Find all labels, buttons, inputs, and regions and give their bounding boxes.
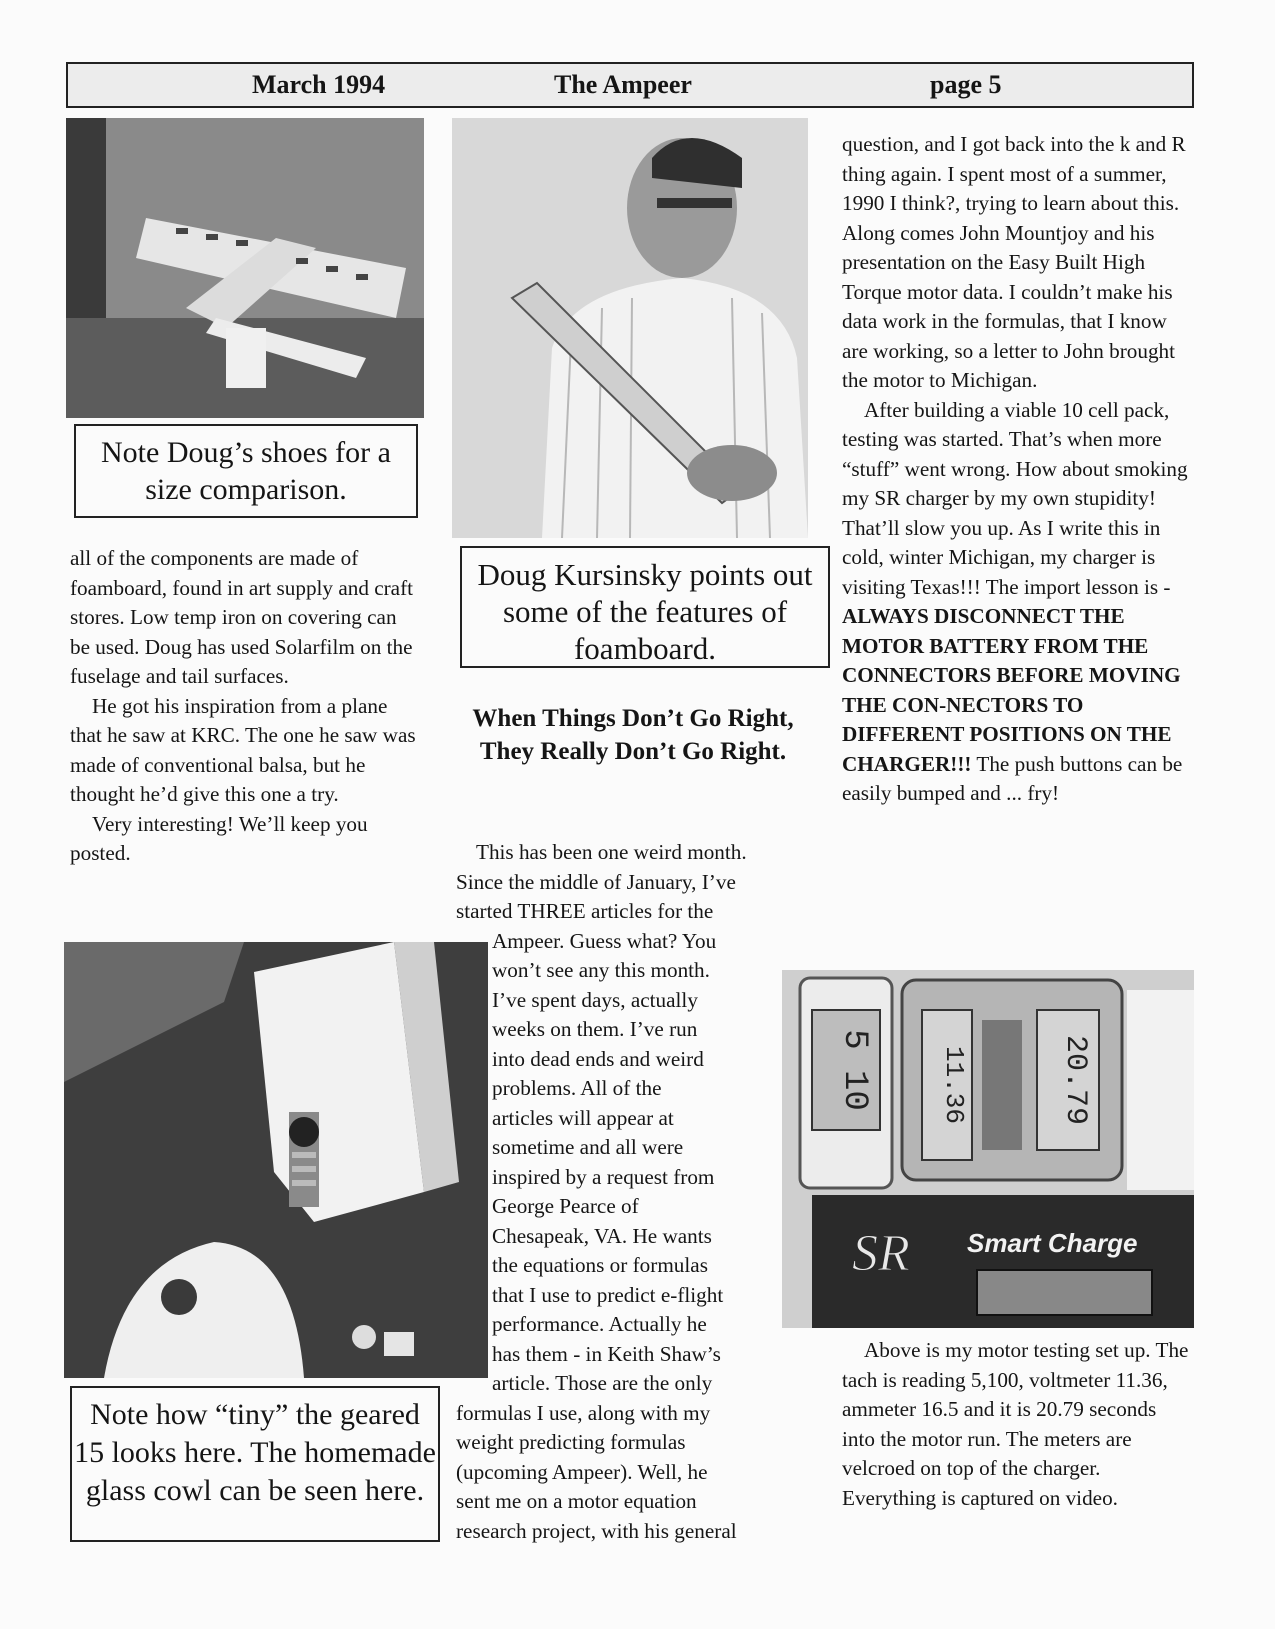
article-line: problems. All of the: [492, 1076, 662, 1100]
voltmeter-readout: 11.36: [939, 1045, 969, 1125]
charger-brand-logo: SR: [852, 1225, 910, 1282]
article-line: sent me on a motor equation: [456, 1489, 697, 1513]
article-line: inspired by a request from: [492, 1164, 715, 1189]
article-line: Ampeer. Guess what? You: [492, 928, 717, 953]
article-line: formulas I use, along with my: [456, 1400, 711, 1425]
article-line: Chesapeak, VA. He wants: [492, 1223, 712, 1248]
article-line: articles will appear at: [492, 1105, 674, 1130]
col3-paragraph-1: question, and I got back into the k and R thing again. I spent most of a summer, 1990 I think?, trying to learn about this. Along comes John Mountjoy and his presentation on the Easy Built High Torque motor data. I couldn’t make his data work in the formulas, that I know are working, so a letter to John brought the motor to Michigan.: [842, 132, 1186, 392]
article-line: This has been one weird month.: [476, 840, 747, 864]
article-line: has them - in Keith Shaw’s: [492, 1341, 721, 1366]
doug-photo: [452, 118, 808, 538]
page-header: [66, 62, 1194, 108]
article-line: the equations or formulas: [492, 1253, 708, 1277]
charger-photo: [782, 970, 1194, 1328]
article-line: performance. Actually he: [492, 1312, 707, 1336]
col3-paragraph-3: Above is my motor testing set up. The tach is reading 5,100, voltmeter 11.36, ammeter 16.5 and it is 20.79 seconds into the motor run. The meters are velcroed on top of the charger. Everything is captured on video.: [842, 1338, 1189, 1510]
doug-photo-caption: Doug Kursinsky points out some of the features of foamboard.: [460, 546, 830, 668]
article-line: won’t see any this month.: [492, 958, 710, 982]
article-line: weight predicting formulas: [456, 1430, 686, 1454]
timer-readout: 20.79: [1058, 1034, 1092, 1126]
article-heading: When Things Don’t Go Right, They Really Don’t Go Right.: [472, 705, 794, 765]
article-line: sometime and all were: [492, 1135, 684, 1159]
column-1-text: [70, 544, 418, 869]
motor-photo: [64, 942, 488, 1378]
motor-photo-caption: Note how “tiny” the geared 15 looks here. The homemade glass cowl can be seen here.: [70, 1386, 440, 1542]
article-line: started THREE articles for the: [456, 899, 714, 923]
column-3-text: [842, 130, 1194, 809]
col3-paragraph-2-start: After building a viable 10 cell pack, testing was started. That’s when more “stuff” went wrong. How about smoking my SR charger by my own stupidity! That’ll slow you up. As I write this in cold, winter Michigan, my charger is visiting Texas!!! The import lesson is -: [842, 397, 1188, 599]
col3-paragraph-2: [842, 396, 1194, 809]
charger-brand-name: Smart Charge: [967, 1228, 1138, 1258]
newsletter-title: The Ampeer: [554, 70, 692, 99]
plane-photo-caption: Note Doug’s shoes for a size comparison.: [74, 424, 418, 518]
article-line: George Pearce of: [492, 1194, 639, 1218]
article-line: that I use to predict e-flight: [492, 1282, 724, 1307]
warning-text: ALWAYS DISCONNECT THE MOTOR BATTERY FROM THE CONNECTORS BEFORE MOVING THE CON-NECTORS TO DIFFERENT POSITIONS ON THE CHARGER!!!: [842, 604, 1181, 776]
article-line: (upcoming Ampeer). Well, he: [456, 1459, 708, 1484]
col1-paragraph-1: all of the components are made of foamboard, found in art supply and craft stores. Low temp iron on covering can be used. Doug has used Solarfilm on the fuselage and tail surfaces.: [70, 546, 414, 688]
page-number: page 5: [930, 70, 1002, 99]
article-line: into dead ends and weird: [492, 1046, 704, 1071]
plane-photo: [66, 118, 424, 418]
col3-paragraph-2-end: The push buttons can be easily bumped and ... fry!: [842, 751, 1183, 805]
article-line: Since the middle of January, I’ve: [456, 869, 736, 894]
article-column-2: [456, 838, 806, 1546]
article-line: weeks on them. I’ve run: [492, 1017, 698, 1041]
issue-date: March 1994: [252, 70, 386, 99]
article-line: research project, with his general: [456, 1518, 737, 1543]
article-line: I’ve spent days, actually: [492, 987, 698, 1012]
tach-readout: 5 10: [835, 1029, 873, 1111]
column-3-bottom-text: [842, 1336, 1194, 1513]
col1-paragraph-2: He got his inspiration from a plane that he saw at KRC. The one he saw was made of conventional balsa, but he thought he’d give this one a try.: [70, 693, 416, 806]
article-line: article. Those are the only: [492, 1371, 713, 1395]
col1-paragraph-3: Very interesting! We’ll keep you posted.: [70, 811, 368, 865]
